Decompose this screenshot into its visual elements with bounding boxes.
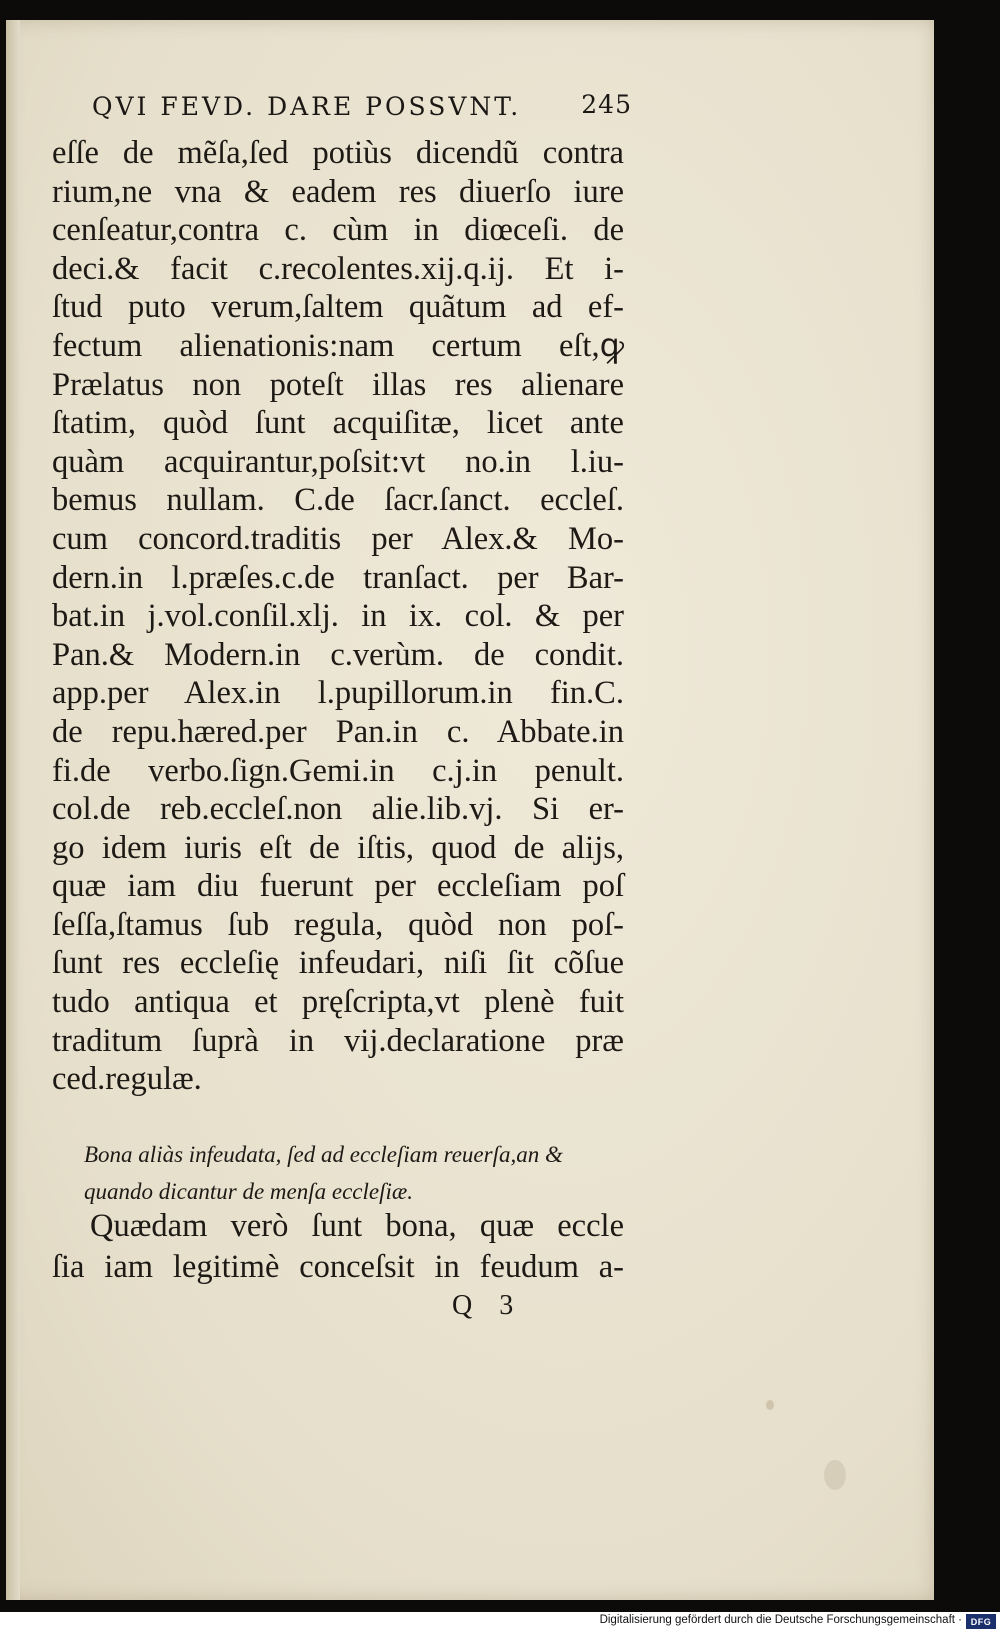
text-line: rium,ne vna & eadem res diuerſo iure xyxy=(52,173,624,210)
text-line: quàm acquirantur,poſsit:vt no.in l.iu- xyxy=(52,443,624,480)
signature-mark: Q 3 xyxy=(452,1290,524,1321)
text-line: app.per Alex.in l.pupillorum.in fin.C. xyxy=(52,675,624,712)
text-line: de repu.hæred.per Pan.in c. Abbate.in xyxy=(52,713,624,750)
main-text-block xyxy=(52,134,624,1099)
text-line: deci.& facit c.recolentes.xij.q.ij. Et i- xyxy=(52,250,624,287)
text-line: bat.in j.vol.conſil.xlj. in ix. col. & per xyxy=(52,598,624,635)
text-line: Pan.& Modern.in c.verùm. de condit. xyxy=(52,636,624,673)
text-line: cenſeatur,contra c. cùm in diœceſi. de xyxy=(52,212,624,249)
text-line: ſunt res eccleſię infeudari, niſi ſit cõſue xyxy=(52,945,624,982)
paper-stain xyxy=(766,1400,774,1410)
text-line: fectum alienationis:nam certum eſt,ꝙ xyxy=(52,327,624,364)
text-line: go idem iuris eſt de iſtis, quod de alijs, xyxy=(52,829,624,866)
text-line: ſia iam legitimè conceſsit in feudum a- xyxy=(52,1249,624,1285)
text-line: col.de reb.eccleſ.non alie.lib.vj. Si er- xyxy=(52,791,624,828)
section-heading xyxy=(84,1136,636,1210)
text-line: Prælatus non poteſt illas res alienare xyxy=(52,366,624,403)
text-line: ſeſſa,ſtamus ſub regula, quòd non poſ- xyxy=(52,906,624,943)
second-paragraph xyxy=(52,1206,624,1288)
text-line: Quædam verò ſunt bona, quæ eccle xyxy=(90,1208,624,1244)
text-line: ced.regulæ. xyxy=(52,1061,202,1098)
text-line: dern.in l.præſes.c.de tranſact. per Bar- xyxy=(52,559,624,596)
text-line: tudo antiqua et pręſcripta,vt plenè fuit xyxy=(52,984,624,1021)
folio-number: 245 xyxy=(581,90,632,119)
text-line: quando dicantur de menſa eccleſiæ. xyxy=(84,1179,413,1204)
text-line: ſtud puto verum,ſaltem quãtum ad ef- xyxy=(52,289,624,326)
text-line: fi.de verbo.ſign.Gemi.in c.j.in penult. xyxy=(52,752,624,789)
running-head xyxy=(92,86,632,126)
text-line: Bona aliàs infeudata, ſed ad eccleſiam reuerſa,an & xyxy=(84,1142,563,1167)
text-line: ſtatim, quòd ſunt acquiſitæ, licet ante xyxy=(52,405,624,442)
text-line: traditum ſuprà in vij.declaratione præ xyxy=(52,1022,624,1059)
text-line: bemus nullam. C.de ſacr.ſanct. eccleſ. xyxy=(52,482,624,519)
dfg-logo: DFG xyxy=(966,1614,996,1629)
text-line: eſſe de mẽſa,ſed potiùs dicendũ contra xyxy=(52,135,624,171)
paper-stain xyxy=(824,1460,846,1490)
text-line: cum concord.traditis per Alex.& Mo- xyxy=(52,520,624,557)
footer-credit: Digitalisierung gefördert durch die Deutsche Forschungsgemeinschaft · xyxy=(599,1614,962,1626)
text-line: quæ iam diu fuerunt per eccleſiam poſ xyxy=(52,868,624,905)
running-head-title: QVI FEVD. DARE POSSVNT. xyxy=(92,92,522,121)
page-gutter-edge xyxy=(6,20,20,1600)
